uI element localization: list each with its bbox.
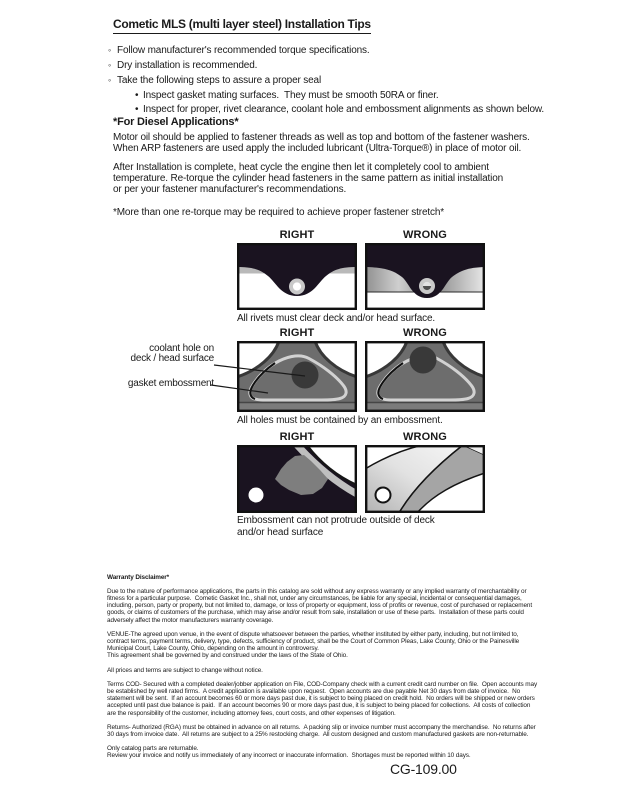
rivet-diagram-pair	[237, 229, 485, 310]
coolant-hole-caption: All holes must be contained by an embossment.	[237, 415, 443, 426]
text-line: This agreement shall be governed by and construed under the laws of the State of Ohio.	[107, 652, 348, 660]
list-item: ◦ Follow manufacturer's recommended torque specifications.	[108, 44, 544, 59]
disclaimer-paragraph	[107, 631, 537, 660]
text-line: deck / head surface	[130, 353, 214, 365]
warranty-disclaimer	[107, 574, 537, 767]
right-label: RIGHT	[279, 327, 315, 339]
rivet-caption: All rivets must clear deck and/or head surface.	[237, 313, 436, 324]
embossment-caption	[237, 515, 435, 538]
text-line: All prices and terms are subject to change without notice.	[107, 666, 263, 674]
text-line: temperature. Re-torque the cylinder head fasteners in the same pattern as initial installation	[113, 172, 504, 184]
installation-tips-list	[108, 44, 544, 117]
text-line: adversely affect the motor manufacturers warranty coverage.	[107, 616, 274, 624]
sub-list-item: • Inspect for proper, rivet clearance, coolant hole and embossment alignments as shown below.	[135, 103, 544, 117]
text-line: Terms COD- Secured with a completed dealer/jobber application on File, COD-Company check with a current credit card number on file. Open accounts may	[107, 680, 538, 688]
coolant-hole-wrong-diagram	[365, 341, 485, 412]
rivet-right-diagram	[237, 243, 357, 310]
disclaimer-paragraph	[107, 667, 537, 674]
text-line: When ARP fasteners are used apply the included lubricant (Ultra-Torque®) in place of motor oil.	[113, 142, 522, 154]
text-line: VENUE-The agreed upon venue, in the event of dispute whatsoever between the parties, whether instituted by either party, including, but not limited to,	[107, 630, 519, 638]
diesel-heading: *For Diesel Applications*	[113, 116, 239, 128]
sub-list-item: • Inspect gasket mating surfaces. They must be smooth 50RA or finer.	[135, 89, 544, 103]
open-bullet-icon	[108, 44, 117, 59]
disclaimer-paragraph	[107, 681, 537, 717]
text-line: are the responsibility of the customer, including attorney fees, court costs, and other expenses of litigation.	[107, 709, 396, 717]
open-bullet-icon	[108, 59, 117, 74]
right-label: RIGHT	[279, 229, 315, 241]
disclaimer-heading: Warranty Disclaimer*	[107, 574, 170, 581]
list-item: ◦ Take the following steps to assure a proper seal	[108, 74, 544, 89]
disclaimer-paragraph	[107, 724, 537, 738]
wrong-label: WRONG	[403, 327, 447, 339]
retorque-note: *More than one re-torque may be required to achieve proper fastener stretch*	[113, 207, 445, 218]
diesel-paragraph-1	[113, 133, 530, 155]
text-line: Embossment can not protrude outside of deck	[237, 515, 435, 526]
text-line: Due to the nature of performance applications, the parts in this catalog are sold without any express warranty or any implied warranty of merchantability or	[107, 587, 527, 595]
text-line: accepted until past due balance is paid. If an account becomes 90 or more days past due, it is subject to being placed for collections. All costs of collection	[107, 702, 531, 710]
text-line: Review your invoice and notify us immediately of any incorrect or inaccurate information. Shortages must be reported within 10 days.	[107, 752, 471, 760]
text-line: including, person, party or property, but not limited to, damage, or loss of property or equipment, loss of profits or revenue, cost of purchased or replacement	[107, 602, 533, 610]
list-item: ◦ Dry installation is recommended.	[108, 59, 544, 74]
right-label: RIGHT	[279, 431, 315, 443]
page-title: Cometic MLS (multi layer steel) Installation Tips	[113, 17, 371, 34]
embossment-diagram-pair	[237, 431, 485, 513]
rivet-wrong-diagram	[365, 243, 485, 310]
wrong-label: WRONG	[403, 229, 447, 241]
text-line: contract terms, payment terms, delivery, type, defects, sufficiency of product, shall be the Court of Common Pleas, Lake County, Ohio or the Painesville	[107, 637, 520, 645]
bullet-icon	[135, 89, 143, 103]
gasket-embossment-label: gasket embossment	[127, 378, 214, 389]
text-line: or per your fastener manufacturer's recommendations.	[113, 183, 347, 195]
disclaimer-paragraph	[107, 745, 537, 759]
wrong-label: WRONG	[403, 431, 447, 443]
text-line: Municipal Court, Lake County, Ohio, depending on the amount in controversy.	[107, 645, 319, 653]
text-line: statement will be sent. If an account becomes 60 or more days past due, it is subject to being placed on credit hold. No orders will be shipped or new orders	[107, 695, 535, 703]
text-line: Motor oil should be applied to fastener threads as well as top and bottom of the fastener washers.	[113, 132, 530, 143]
bullet-icon	[135, 103, 143, 117]
page-number: CG-109.00	[390, 761, 457, 777]
text-line: Only catalog parts are returnable.	[107, 745, 199, 753]
disclaimer-paragraph	[107, 588, 537, 624]
open-bullet-icon	[108, 74, 117, 89]
text-line: goods, or claims of customers of the purchase, which may arise and/or result from sale, installation or use of these parts. Installation of these parts could	[107, 609, 524, 617]
text-line: and/or head surface	[237, 526, 324, 538]
text-line: fitness for a particular purpose. Cometic Gasket Inc., shall not, under any circumstances, be liable for any special, incidental or consequential damages,	[107, 594, 522, 602]
text-line: After Installation is complete, heat cycle the engine then let it completely cool to ambient	[113, 162, 489, 173]
text-line: coolant hole on	[149, 343, 214, 354]
embossment-wrong-diagram	[365, 445, 485, 513]
leader-lines	[205, 355, 311, 400]
diesel-paragraph-2	[113, 163, 503, 195]
text-line: 30 days from invoice date. All returns are subject to a 25% restocking charge. All custom designed and custom manufactured gaskets are non-returnable.	[107, 730, 529, 738]
embossment-right-diagram	[237, 445, 357, 513]
text-line: be established by well rated firms. A credit application is available upon request. Open accounts are due payable Net 30 days from date of invoice. No	[107, 687, 521, 695]
text-line: Returns- Authorized (RGA) must be obtained in advance on all returns. A packing slip or invoice number must accompany the merchandise. No returns after	[107, 723, 536, 731]
coolant-hole-label	[100, 344, 214, 365]
